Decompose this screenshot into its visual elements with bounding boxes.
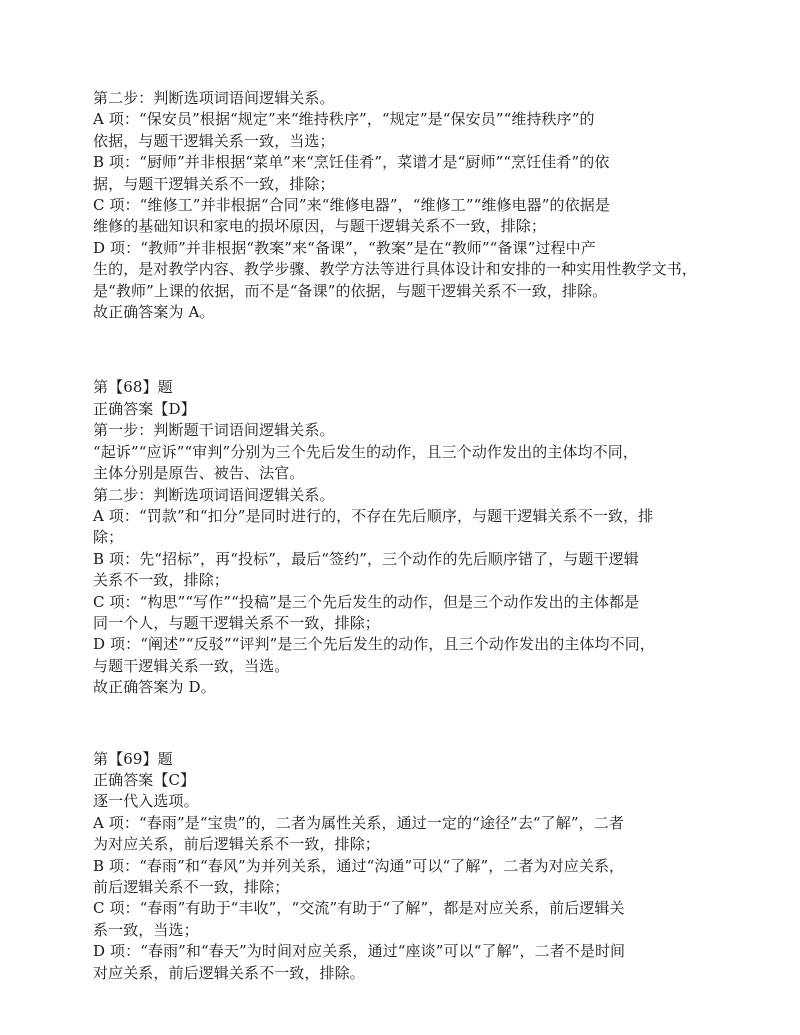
explanation-line: D 项：“教师”并非根据“教案”来“备课”，“教案”是在“教师”“备课”过程中产 bbox=[93, 238, 596, 257]
explanation-line: “起诉”“应诉”“审判”分别为三个先后发生的动作，且三个动作发出的主体均不同， bbox=[93, 442, 638, 461]
explanation-line: 为对应关系，前后逻辑关系不一致，排除； bbox=[93, 835, 380, 854]
explanation-line: 关系不一致，排除； bbox=[93, 571, 229, 590]
explanation-line: D 项：“阐述”“反驳”“评判”是三个先后发生的动作，且三个动作发出的主体均不同， bbox=[93, 635, 655, 654]
answer-explanations bbox=[93, 88, 715, 984]
explanation-line: 第一步：判断题干词语间逻辑关系。 bbox=[93, 421, 335, 440]
explanation-line: 据，与题干逻辑关系不一致，排除； bbox=[93, 174, 335, 193]
explanation-line: A 项：“春雨”是“宝贵”的，二者为属性关系，通过一定的“途径”去“了解”，二者 bbox=[93, 813, 624, 832]
explanation-line: B 项：先“招标”，再“投标”，最后“签约”，三个动作的先后顺序错了，与题干逻辑 bbox=[93, 549, 639, 568]
section-68 bbox=[93, 377, 715, 698]
explanation-line: C 项：“春雨”有助于“丰收”，“交流”有助于“了解”，都是对应关系，前后逻辑关 bbox=[93, 899, 625, 918]
explanation-line: B 项：“春雨”和“春风”为并列关系，通过“沟通”可以“了解”，二者为对应关系， bbox=[93, 856, 625, 875]
section-spacer bbox=[93, 323, 715, 377]
explanation-line: 依据，与题干逻辑关系一致，当选； bbox=[93, 131, 335, 150]
explanation-line: 前后逻辑关系不一致，排除； bbox=[93, 878, 290, 896]
explanation-line: 第二步：判断选项词语间逻辑关系。 bbox=[93, 89, 335, 107]
explanation-line: C 项：“构思”“写作”“投稿”是三个先后发生的动作，但是三个动作发出的主体都是 bbox=[93, 592, 640, 611]
conclusion-line: 故正确答案为 D。 bbox=[93, 678, 216, 697]
explanation-line: A 项：“保安员”根据“规定”来“维持秩序”，“规定”是“保安员”“维持秩序”的 bbox=[93, 110, 595, 129]
explanation-line: 逐一代入选项。 bbox=[93, 792, 199, 811]
explanation-line: 维修的基础知识和家电的损坏原因，与题干逻辑关系不一致，排除； bbox=[93, 217, 547, 236]
explanation-line: 同一个人，与题干逻辑关系不一致，排除； bbox=[93, 613, 380, 632]
section-67-explanation bbox=[93, 88, 715, 323]
correct-answer: 正确答案【D】 bbox=[93, 399, 196, 418]
explanation-line: 主体分别是原告、被告、法官。 bbox=[93, 464, 305, 483]
correct-answer: 正确答案【C】 bbox=[93, 770, 196, 789]
explanation-line: 与题干逻辑关系一致，当选。 bbox=[93, 656, 290, 675]
explanation-line: B 项：“厨师”并非根据“菜单”来“烹饪佳肴”，菜谱才是“厨师”“烹饪佳肴”的依 bbox=[93, 153, 610, 172]
explanation-line: 除； bbox=[93, 528, 124, 547]
question-title: 第【69】题 bbox=[93, 749, 173, 768]
explanation-line: D 项：“春雨”和“春天”为时间对应关系，通过“座谈”可以“了解”，二者不是时间 bbox=[93, 942, 626, 961]
explanation-line: C 项：“维修工”并非根据“合同”来“维修电器”，“维修工”“维修电器”的依据是 bbox=[93, 196, 610, 215]
explanation-line: 对应关系，前后逻辑关系不一致，排除。 bbox=[93, 963, 365, 982]
section-69 bbox=[93, 749, 715, 984]
explanation-line: 生的，是对教学内容、教学步骤、教学方法等进行具体设计和安排的一种实用性教学文书， bbox=[93, 260, 698, 279]
explanation-line: A 项：“罚款”和“扣分”是同时进行的，不存在先后顺序，与题干逻辑关系不一致，排 bbox=[93, 506, 654, 525]
question-title: 第【68】题 bbox=[93, 378, 173, 397]
explanation-line: 第二步：判断选项词语间逻辑关系。 bbox=[93, 485, 335, 504]
explanation-line: 是“教师”上课的依据，而不是“备课”的依据，与题干逻辑关系不一致，排除。 bbox=[93, 281, 608, 300]
section-spacer bbox=[93, 699, 715, 749]
explanation-line: 系一致，当选； bbox=[93, 920, 199, 939]
conclusion-line: 故正确答案为 A。 bbox=[93, 303, 215, 322]
